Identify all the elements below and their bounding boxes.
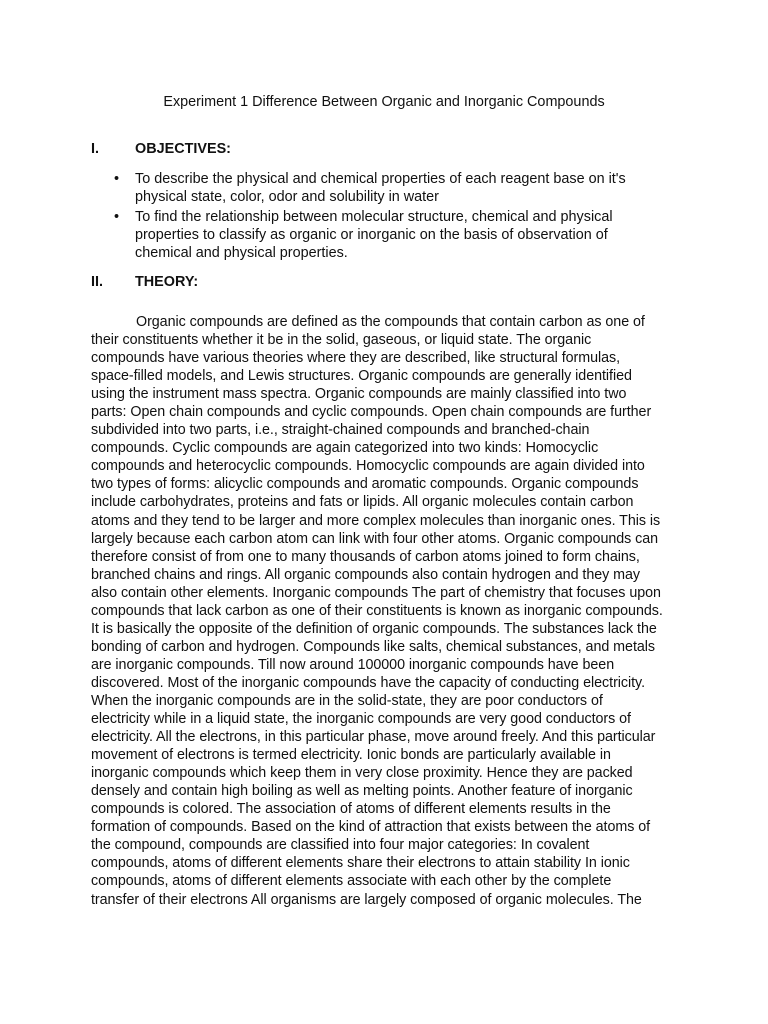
theory-paragraph: Organic compounds are defined as the compounds that contain carbon as one of their constituents whether it be in the solid, gaseous, or liquid state. The organic compounds have various theories where they are described, like structural formulas, space-filled models, and Lewis structures. Organic compounds are generally identified using the instrument mass spectra. Organic compounds are mainly classified into two parts: Open chain compounds and cyclic compounds. Open chain compounds are further subdivided into two parts, i.e., straight-chained compounds and branched-chain compounds. Cyclic compounds are again categorized into two kinds: Homocyclic compounds and heterocyclic compounds. Homocyclic compounds are again divided into two types of forms: alicyclic compounds and aromatic compounds. Organic compounds include carbohydrates, proteins and fats or lipids. All organic molecules contain carbon atoms and they tend to be larger and more complex molecules than inorganic ones. This is largely because each carbon atom can link with four other atoms. Organic compounds can therefore consist of from one to many thousands of carbon atoms joined to form chains, branched chains and rings. All organic compounds also contain hydrogen and they may also contain other elements. Inorganic compounds The part of chemistry that focuses upon compounds that lack carbon as one of their constituents is known as inorganic compounds. It is basically the opposite of the definition of organic compounds. The substances lack the bonding of carbon and hydrogen. Compounds like salts, chemical substances, and metals are inorganic compounds. Till now around 100000 inorganic compounds have been discovered. Most of the inorganic compounds have the capacity of conducting electricity. When the inorganic compounds are in the solid-state, they are poor conductors of electricity while in a liquid state, the inorganic compounds are very good conductors of electricity. All the electrons, in this particular phase, move around freely. And this particular movement of electrons is termed electricity. Ionic bonds are particularly available in inorganic compounds which keep them in very close proximity. Hence they are packed densely and contain high boiling as well as melting points. Another feature of inorganic compounds is colored. The association of atoms of different elements results in the formation of compounds. Based on the kind of attraction that exists between the atoms of the compound, compounds are classified into four major categories: In covalent compounds, atoms of different elements share their electrons to attain stability In ionic compounds, atoms of different elements associate with each other by the complete transfer of their electrons All organisms are largely composed of organic molecules. The: [91, 314, 663, 908]
list-item: [0, 170, 768, 206]
bullet-icon: •: [114, 209, 120, 225]
objective-text: To describe the physical and chemical properties of each reagent base on it's physical state, color, odor and solubility in water: [135, 171, 626, 205]
section-heading-text: THEORY:: [135, 274, 199, 290]
section-number: II.: [91, 274, 103, 290]
document-title: Experiment 1 Difference Between Organic and Inorganic Compounds: [163, 94, 605, 110]
bullet-icon: •: [114, 171, 120, 187]
objectives-list: [0, 170, 768, 264]
section-number: I.: [91, 141, 99, 157]
list-item: [0, 208, 768, 262]
section-heading-text: OBJECTIVES:: [135, 141, 231, 157]
objective-text: To find the relationship between molecular structure, chemical and physical properties to classify as organic or inorganic on the basis of observation of chemical and physical properties.: [135, 209, 613, 261]
